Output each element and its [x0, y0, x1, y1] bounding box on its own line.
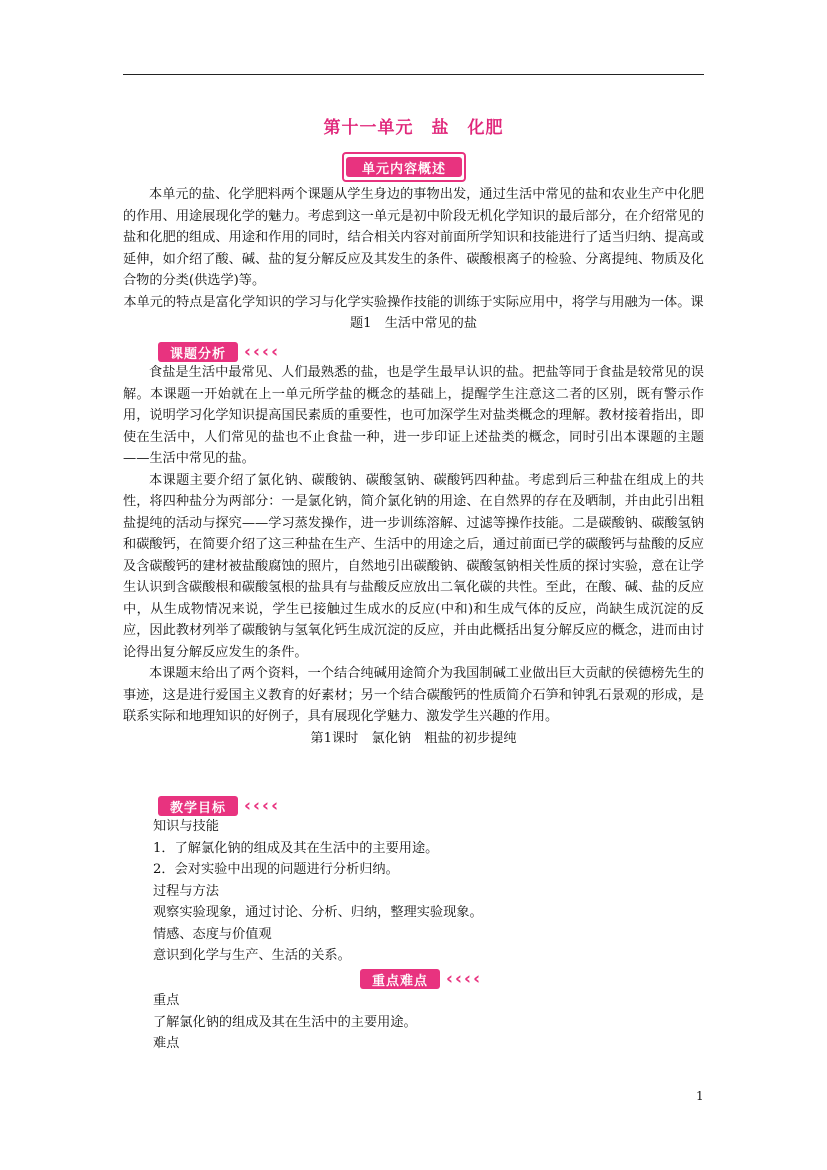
- banner-label: 教学目标: [158, 796, 238, 816]
- analysis-paragraph-1: 食盐是生活中最常见、人们最熟悉的盐，也是学生最早认识的盐。把盐等同于食盐是较常见的误解。本课题一开始就在上一单元所学盐的概念的基础上，提醒学生注意这二者的区别，既有警示作用，说明学习化学知识提高国民素质的重要性，也可加深学生对盐类概念的理解。教材接着指出，即使在生活中，人们常见的盐也不止食盐一种，进一步印证上述盐类的概念，同时引出本课题的主题——生活中常见的盐。: [123, 365, 704, 466]
- chevron-left-icon: ‹ ‹ ‹ ‹: [244, 795, 279, 816]
- banner-label: 单元内容概述: [346, 157, 462, 177]
- key-line-1: 重点: [153, 993, 180, 1008]
- lesson-title: 第1课时 氯化钠 粗盐的初步提纯: [310, 730, 517, 746]
- page-title: 第十一单元 盐 化肥: [323, 118, 504, 138]
- header-rule: [123, 74, 704, 75]
- chevron-left-icon: ‹ ‹ ‹ ‹: [446, 968, 481, 989]
- banner-label: 课题分析: [158, 342, 238, 362]
- key-line-2: 了解氯化钠的组成及其在生活中的主要用途。: [153, 1014, 417, 1030]
- key-points-section: [153, 990, 704, 1055]
- analysis-section: [123, 362, 704, 749]
- overview-section: [123, 184, 704, 335]
- goals-section: [153, 816, 704, 967]
- banner-label: 重点难点: [360, 969, 440, 989]
- page-number: 1: [696, 1089, 704, 1103]
- goals-line-2: 1．了解氯化钠的组成及其在生活中的主要用途。: [153, 840, 439, 856]
- overview-paragraph-1: 本单元的盐、化学肥料两个课题从学生身边的事物出发，通过生活中常见的盐和农业生产中化肥的作用、用途展现化学的魅力。考虑到这一单元是初中阶段无机化学知识的最后部分，在介绍常见的盐和化肥的组成、用途和作用的同时，结合相关内容对前面所学知识和技能进行了适当归纳、提高或延伸，如介绍了酸、碱、盐的复分解反应及其发生的条件、碳酸根离子的检验、分离提纯、物质及化合物的分类(供选学)等。: [123, 187, 704, 288]
- analysis-banner: [158, 341, 280, 363]
- goals-line-7: 意识到化学与生产、生活的关系。: [153, 948, 351, 963]
- key-points-banner: [360, 968, 482, 990]
- chevron-left-icon: ‹ ‹ ‹ ‹: [244, 341, 279, 362]
- key-line-3: 难点: [153, 1036, 180, 1051]
- goals-line-6: 情感、态度与价值观: [153, 926, 272, 942]
- goals-line-3: 2．会对实验中出现的问题进行分析归纳。: [153, 862, 399, 877]
- analysis-paragraph-2: 本课题主要介绍了氯化钠、碳酸钠、碳酸氢钠、碳酸钙四种盐。考虑到后三种盐在组成上的共性，将四种盐分为两部分：一是氯化钠，简介氯化钠的用途、在自然界的存在及晒制，并由此引出粗盐提纯的活动与探究——学习蒸发操作，进一步训练溶解、过滤等操作技能。二是碳酸钠、碳酸氢钠和碳酸钙，在简要介绍了这三种盐在生产、生活中的用途之后，通过前面已学的碳酸钙与盐酸的反应及含碳酸钙的建材被盐酸腐蚀的照片，自然地引出碳酸钠、碳酸氢钠相关性质的探讨实验，意在让学生认识到含碳酸根和碳酸氢根的盐具有与盐酸反应放出二氧化碳的共性。至此，在酸、碱、盐的反应中，从生成物情况来说，学生已接触过生成水的反应(中和)和生成气体的反应，尚缺生成沉淀的反应，因此教材列举了碳酸钠与氢氧化钙生成沉淀的反应，并由此概括出复分解反应的概念，进而由讨论得出复分解反应发生的条件。: [123, 472, 704, 660]
- goals-line-1: 知识与技能: [153, 819, 219, 834]
- unit-overview-banner: [342, 152, 466, 182]
- goals-line-5: 观察实验现象，通过讨论、分析、归纳，整理实验现象。: [153, 905, 483, 920]
- goals-banner: [158, 795, 280, 817]
- analysis-paragraph-3: 本课题末给出了两个资料，一个结合纯碱用途简介为我国制碱工业做出巨大贡献的侯德榜先生的事迹，这是进行爱国主义教育的好素材；另一个结合碳酸钙的性质简介石笋和钟乳石景观的形成，是联系实际和地理知识的好例子，具有展现化学魅力、激发学生兴趣的作用。: [123, 666, 704, 724]
- goals-line-4: 过程与方法: [153, 883, 219, 899]
- overview-paragraph-2: 本单元的特点是富化学知识的学习与化学实验操作技能的训练于实际应用中，将学与用融为一体。课题1 生活中常见的盐: [123, 294, 704, 331]
